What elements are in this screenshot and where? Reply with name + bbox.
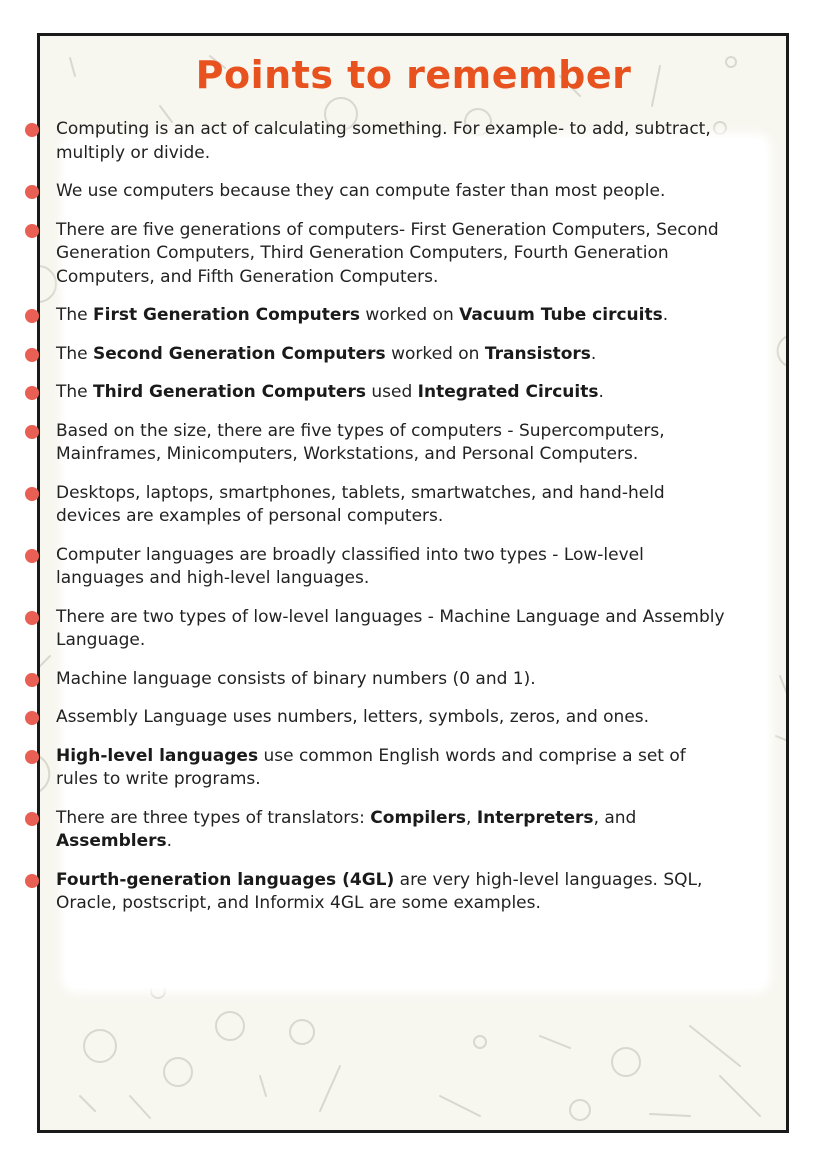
point-item bbox=[56, 869, 728, 916]
point-text: Computer languages are broadly classified into two types - Low-level languages and high-level languages. bbox=[56, 544, 644, 588]
point-item bbox=[56, 544, 728, 591]
point-bold-text: Transistors bbox=[484, 343, 591, 364]
page-title: Points to remember bbox=[195, 53, 632, 97]
point-bold-text: Assemblers bbox=[56, 831, 167, 851]
point-bold-text: Fourth-generation languages (4GL) bbox=[56, 869, 395, 890]
point-text: Desktops, laptops, smartphones, tablets, smartwatches, and hand-held devices are examples of personal computers. bbox=[56, 482, 665, 526]
point-text: The bbox=[56, 382, 94, 402]
bullet-dot bbox=[25, 673, 39, 687]
bullet-dot bbox=[25, 549, 39, 563]
point-item bbox=[56, 219, 728, 290]
point-text: . bbox=[598, 382, 604, 402]
point-text: . bbox=[590, 343, 597, 364]
point-text: Based on the size, there are five types of computers - Supercomputers, Mainframes, Minicomputers, Workstations, and Personal Computers. bbox=[56, 420, 665, 464]
point-item bbox=[56, 606, 728, 653]
bullet-dot bbox=[25, 123, 39, 137]
point-item bbox=[56, 807, 728, 854]
point-item bbox=[56, 118, 728, 165]
point-item bbox=[56, 706, 728, 730]
point-text: There are five generations of computers- First Generation Computers, Second Generation Computers, Third Generation Computers, Fourth Generation Computers, and Fifth Generation Computers. bbox=[56, 219, 719, 287]
point-item bbox=[56, 304, 728, 328]
bullet-dot bbox=[25, 812, 39, 826]
point-bold-text: Interpreters bbox=[476, 807, 594, 828]
point-text: Assembly Language uses numbers, letters, symbols, zeros, and ones. bbox=[56, 707, 650, 727]
point-text: . bbox=[662, 305, 669, 325]
point-text: The bbox=[56, 305, 94, 325]
point-text: are very high-level languages. SQL, Oracle, postscript, and Informix 4GL are some examples. bbox=[56, 869, 703, 913]
bullet-dot bbox=[25, 874, 39, 888]
bullet-dot bbox=[25, 185, 39, 199]
bullet-dot bbox=[25, 711, 39, 725]
point-item bbox=[56, 482, 728, 529]
point-text: worked on bbox=[359, 305, 460, 325]
point-bold-text: Integrated Circuits bbox=[417, 382, 599, 402]
bullet-dot bbox=[25, 611, 39, 625]
point-text: . bbox=[166, 831, 173, 851]
point-bold-text: First Generation Computers bbox=[93, 305, 360, 325]
point-text: , bbox=[466, 807, 477, 828]
point-text: use common English words and comprise a set of rules to write programs. bbox=[56, 745, 686, 789]
point-bold-text: Compilers bbox=[370, 807, 467, 828]
bullet-dot bbox=[25, 348, 39, 362]
point-text: We use computers because they can compute faster than most people. bbox=[56, 181, 666, 201]
bullet-dot bbox=[25, 386, 39, 400]
point-text: There are three types of translators: bbox=[56, 807, 371, 828]
bullet-dot bbox=[25, 309, 39, 323]
point-item bbox=[56, 668, 728, 692]
bullet-dot bbox=[25, 487, 39, 501]
point-text: The bbox=[56, 343, 94, 364]
bullet-dot bbox=[25, 750, 39, 764]
point-item bbox=[56, 420, 728, 467]
point-item bbox=[56, 745, 728, 792]
point-bold-text: Third Generation Computers bbox=[93, 382, 366, 402]
point-text: Machine language consists of binary numbers (0 and 1). bbox=[56, 668, 536, 689]
point-bold-text: Second Generation Computers bbox=[93, 343, 386, 364]
point-text: , and bbox=[593, 807, 637, 828]
point-text: Computing is an act of calculating something. For example- to add, subtract, multiply or divide. bbox=[56, 119, 711, 163]
point-text: worked on bbox=[385, 343, 485, 364]
points-list bbox=[56, 118, 728, 916]
bullet-dot bbox=[25, 224, 39, 238]
point-item bbox=[56, 180, 728, 204]
point-item bbox=[56, 381, 728, 405]
point-text: There are two types of low-level languages - Machine Language and Assembly Language. bbox=[56, 606, 725, 650]
point-text: used bbox=[365, 382, 418, 402]
point-item bbox=[56, 343, 728, 367]
point-bold-text: Vacuum Tube circuits bbox=[459, 305, 663, 325]
bullet-dot bbox=[25, 425, 39, 439]
point-bold-text: High-level languages bbox=[56, 745, 259, 766]
